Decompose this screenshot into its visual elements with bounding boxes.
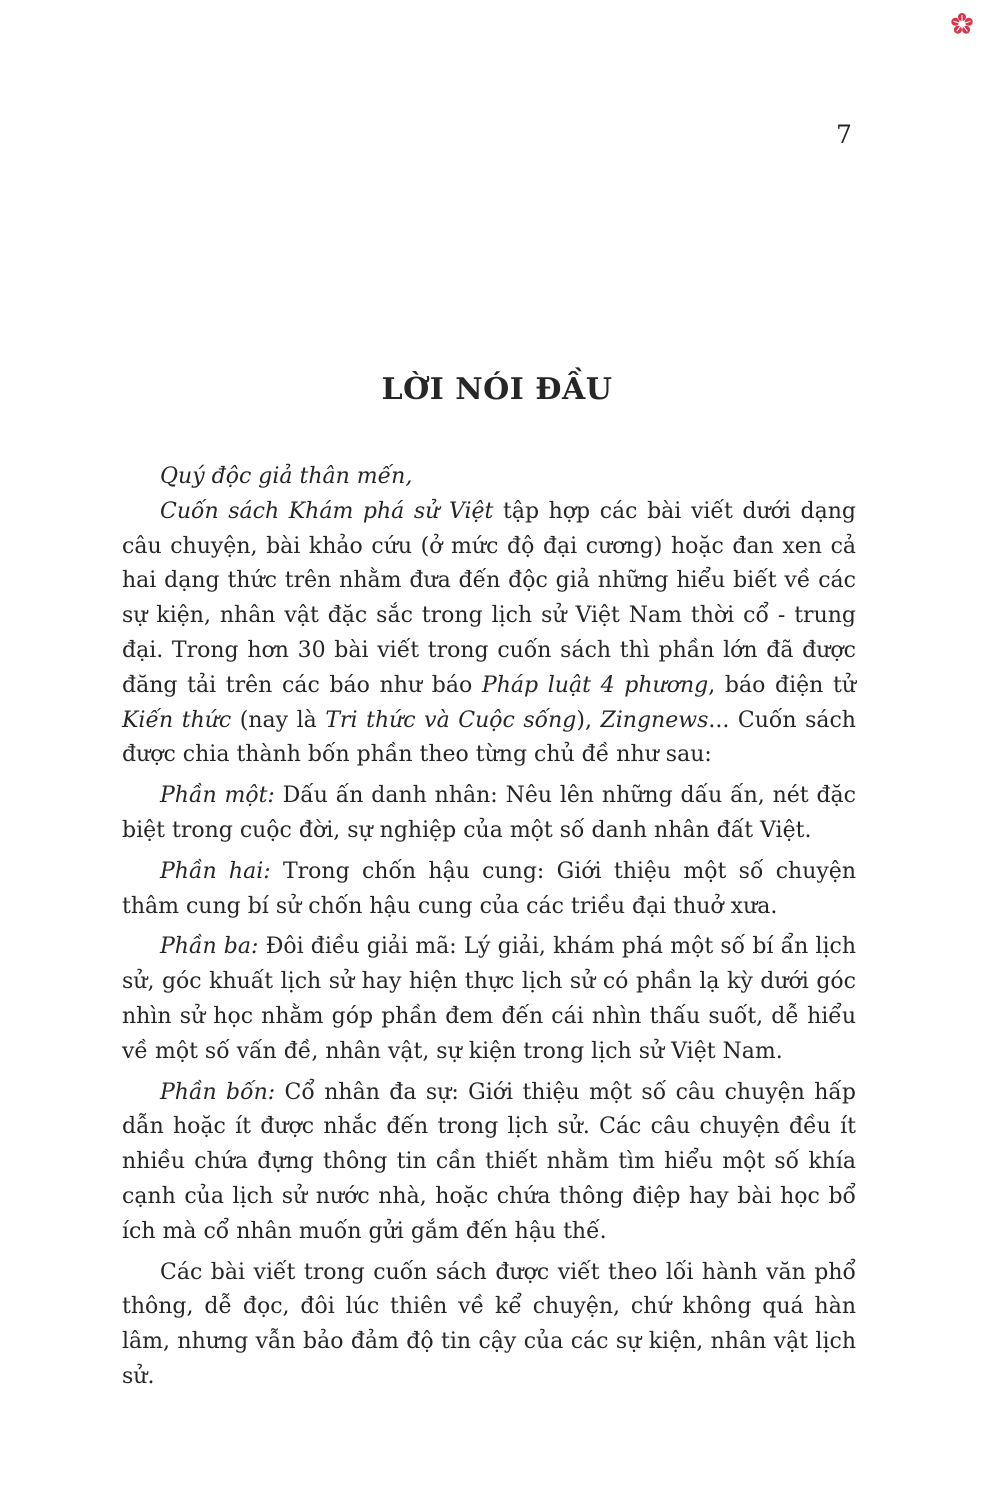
intro-paragraph bbox=[122, 495, 856, 773]
part-paragraph bbox=[122, 779, 856, 849]
intro-text-4: ), bbox=[576, 707, 601, 733]
newspaper-name: Tri thức và Cuộc sống bbox=[325, 707, 577, 733]
newspaper-name: Kiến thức bbox=[122, 707, 232, 733]
part-label: Phần một: bbox=[160, 783, 275, 809]
part-label: Phần hai: bbox=[160, 858, 271, 884]
intro-text-2: , báo điện tử bbox=[708, 672, 856, 698]
part-text: Dấu ấn danh nhân: Nêu lên những dấu ấn, nét đặc biệt trong cuộc đời, sự nghiệp của một số danh nhân đất Việt. bbox=[122, 783, 856, 843]
intro-text-5: ... Cuốn sách được chia thành bốn phần theo từng chủ đề như sau: bbox=[122, 707, 856, 768]
greeting bbox=[122, 460, 856, 495]
part-paragraph bbox=[122, 855, 856, 925]
newspaper-name: Zingnews bbox=[600, 707, 709, 733]
part-label: Phần ba: bbox=[160, 934, 259, 960]
page-title: LỜI NÓI ĐẦU bbox=[381, 372, 613, 407]
newspaper-name: Pháp luật 4 phương bbox=[481, 672, 709, 698]
closing-paragraph: Các bài viết trong cuốn sách được viết theo lối hành văn phổ thông, dễ đọc, đôi lúc thiên về kể chuyện, chứ không quá hàn lâm, nhưng vẫn bảo đảm độ tin cậy của các sự kiện, nhân vật lịch sử. bbox=[122, 1259, 856, 1389]
part-paragraph bbox=[122, 1076, 856, 1250]
part-text: Cổ nhân đa sự: Giới thiệu một số câu chuyện hấp dẫn hoặc ít được nhắc đến trong lịch sử. Các câu chuyện đều ít nhiều chứa đựng thông tin cần thiết nhằm tìm hiểu một số khía cạnh của lịch sử nước nhà, hoặc chứa thông điệp hay bài học bổ ích mà cổ nhân muốn gửi gắm đến hậu thế. bbox=[122, 1079, 856, 1244]
part-label: Phần bốn: bbox=[160, 1079, 276, 1105]
greeting-text: Quý độc giả thân mến, bbox=[160, 464, 413, 489]
part-paragraph bbox=[122, 930, 856, 1069]
book-title: Cuốn sách Khám phá sử Việt bbox=[160, 498, 494, 524]
preface-body bbox=[122, 460, 856, 1401]
part-text: Trong chốn hậu cung: Giới thiệu một số chuyện thâm cung bí sử chốn hậu cung của các triều đại thuở xưa. bbox=[122, 858, 856, 919]
part-text: Đôi điều giải mã: Lý giải, khám phá một số bí ẩn lịch sử, góc khuất lịch sử hay hiện thực lịch sử có phần lạ kỳ dưới góc nhìn sử học nhằm góp phần đem đến cái nhìn thấu suốt, dễ hiểu về một số vấn đề, nhân vật, sự kiện trong lịch sử Việt Nam. bbox=[122, 934, 856, 1064]
intro-text-1: tập hợp các bài viết dưới dạng câu chuyện, bài khảo cứu (ở mức độ đại cương) hoặc đan xen cả hai dạng thức trên nhằm đưa đến độc giả những hiểu biết về các sự kiện, nhân vật đặc sắc trong lịch sử Việt Nam thời cổ - trung đại. Trong hơn 30 bài viết trong cuốn sách thì phần lớn đã được đăng tải trên các báo như báo bbox=[122, 498, 856, 698]
page-number: 7 bbox=[836, 120, 852, 149]
flower-logo-icon bbox=[950, 12, 974, 36]
intro-text-3: (nay là bbox=[231, 707, 326, 733]
